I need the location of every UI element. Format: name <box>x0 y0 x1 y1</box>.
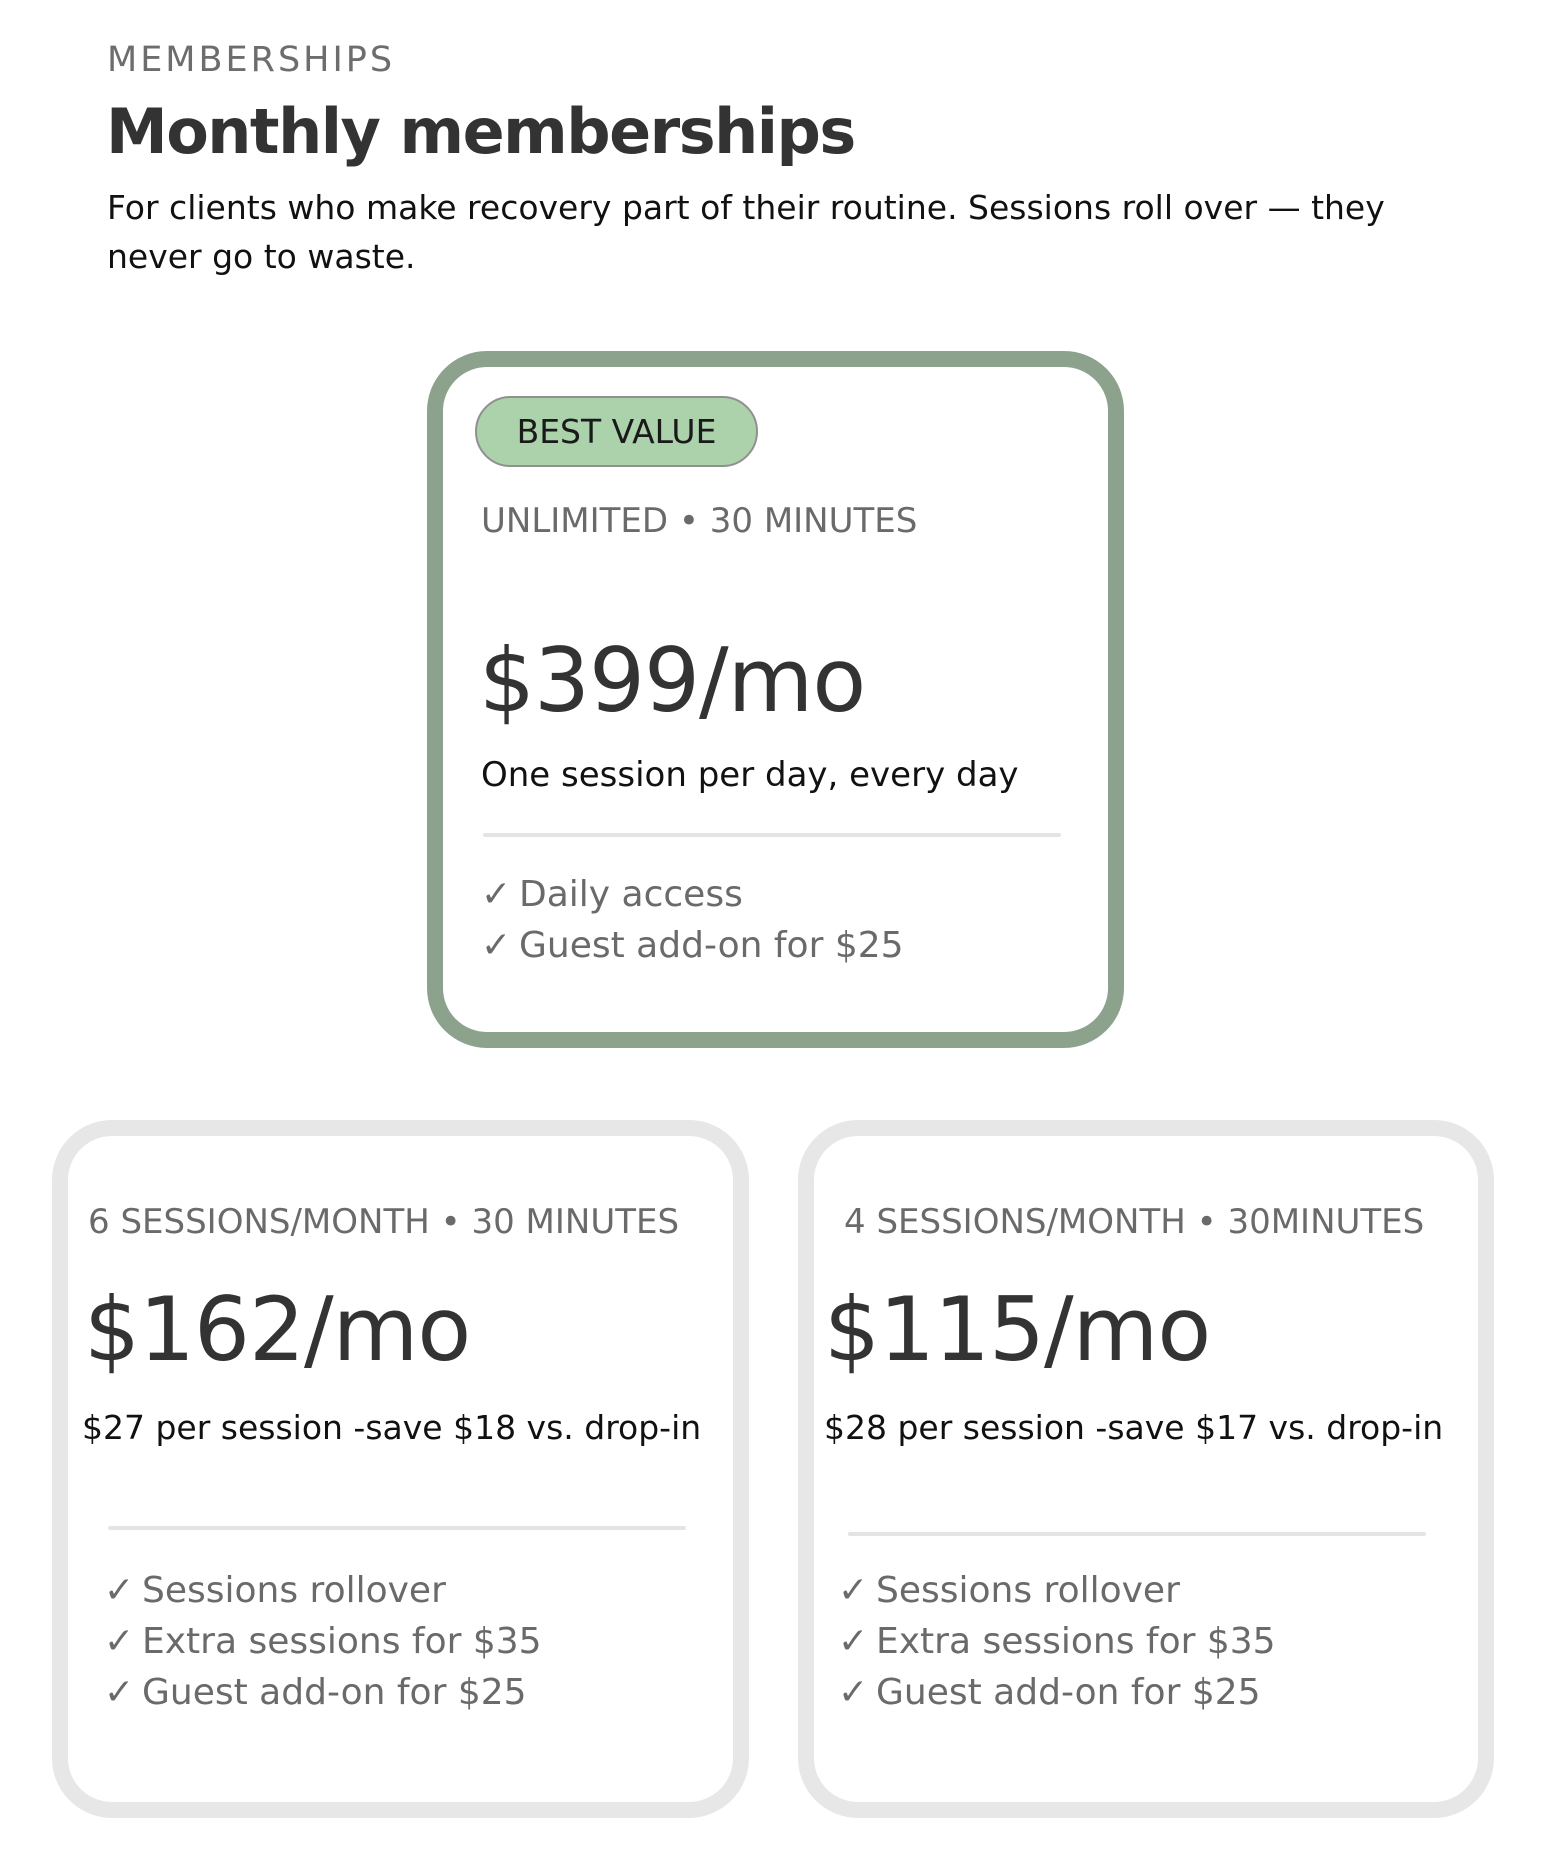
feature-list <box>838 1565 1276 1718</box>
divider <box>483 833 1061 837</box>
plan-label: 4 SESSIONS/MONTH • 30MINUTES <box>844 1202 1425 1242</box>
check-icon: ✓ <box>481 874 512 915</box>
feature-item <box>104 1616 542 1667</box>
check-icon: ✓ <box>104 1621 135 1662</box>
plan-price: $399/mo <box>479 629 866 732</box>
plan-subline: One session per day, every day <box>481 755 1019 795</box>
feature-label: Sessions rollover <box>876 1570 1180 1611</box>
check-icon: ✓ <box>481 925 512 966</box>
feature-list <box>481 869 904 971</box>
check-icon: ✓ <box>838 1570 869 1611</box>
plan-price: $162/mo <box>84 1278 471 1381</box>
check-icon: ✓ <box>838 1621 869 1662</box>
feature-item <box>104 1667 542 1718</box>
section-intro: For clients who make recovery part of their routine. Sessions roll over — they never go to waste. <box>107 188 1385 276</box>
feature-item <box>104 1565 542 1616</box>
check-icon: ✓ <box>104 1672 135 1713</box>
check-icon: ✓ <box>838 1672 869 1713</box>
divider <box>108 1526 686 1530</box>
feature-label: Extra sessions for $35 <box>876 1621 1276 1662</box>
feature-label: Extra sessions for $35 <box>142 1621 542 1662</box>
feature-label: Guest add-on for $25 <box>519 925 904 966</box>
feature-item <box>481 920 904 971</box>
plan-card-unlimited[interactable] <box>427 351 1124 1048</box>
plan-card-6-sessions[interactable] <box>52 1120 749 1818</box>
feature-label: Sessions rollover <box>142 1570 446 1611</box>
feature-item <box>481 869 904 920</box>
plan-subline: $28 per session -save $17 vs. drop-in <box>824 1408 1444 1447</box>
plan-card-4-sessions[interactable] <box>798 1120 1494 1818</box>
feature-item <box>838 1667 1276 1718</box>
feature-item <box>838 1616 1276 1667</box>
plan-label: UNLIMITED • 30 MINUTES <box>481 501 918 541</box>
feature-list <box>104 1565 542 1718</box>
feature-item <box>838 1565 1276 1616</box>
best-value-badge: BEST VALUE <box>475 396 758 467</box>
section-eyebrow: MEMBERSHIPS <box>107 40 396 80</box>
divider <box>848 1532 1426 1536</box>
plan-subline: $27 per session -save $18 vs. drop-in <box>82 1408 702 1447</box>
feature-label: Daily access <box>519 874 743 915</box>
feature-label: Guest add-on for $25 <box>142 1672 527 1713</box>
page-title: Monthly memberships <box>106 95 855 168</box>
feature-label: Guest add-on for $25 <box>876 1672 1261 1713</box>
plan-label: 6 SESSIONS/MONTH • 30 MINUTES <box>88 1202 680 1242</box>
plan-price: $115/mo <box>824 1278 1211 1381</box>
check-icon: ✓ <box>104 1570 135 1611</box>
